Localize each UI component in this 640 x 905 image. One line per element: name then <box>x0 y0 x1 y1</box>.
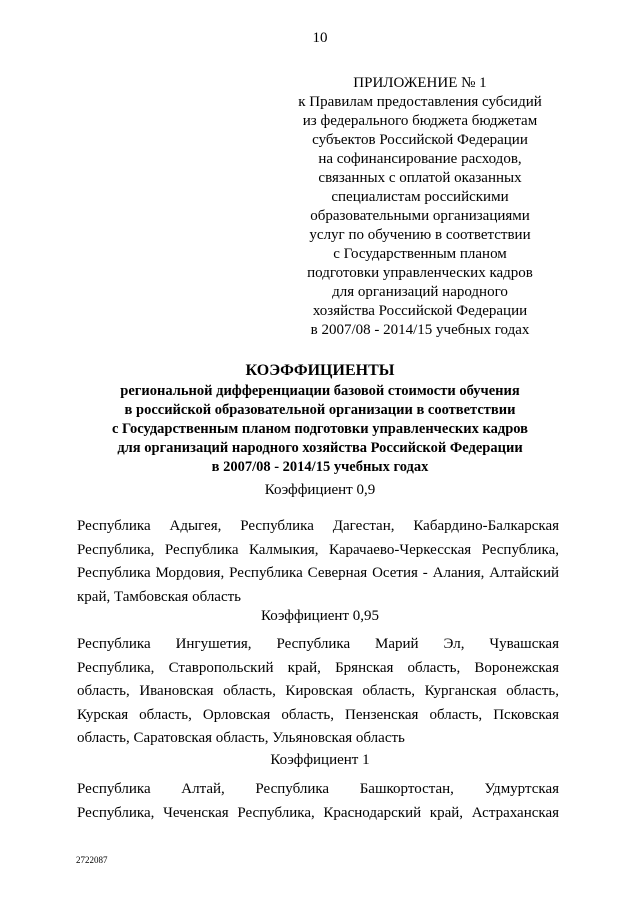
appendix-line: образовательными организациями <box>310 208 530 224</box>
coefficient-heading-0-9: Коэффициент 0,9 <box>264 482 376 498</box>
appendix-line: в 2007/08 - 2014/15 учебных годах <box>310 322 530 338</box>
region-line: область, Саратовская область, Ульяновская область <box>77 730 405 746</box>
appendix-line: к Правилам предоставления субсидий <box>298 94 542 110</box>
subtitle-line: с Государственным планом подготовки управленческих кадров <box>111 421 528 437</box>
appendix-line: специалистам российскими <box>331 189 509 205</box>
page-number: 10 <box>312 30 328 46</box>
region-line: Республика Адыгея, Республика Дагестан, Кабардино-Балкарская <box>77 518 559 534</box>
region-line: Республика, Чеченская Республика, Краснодарский край, Астраханская <box>77 804 559 821</box>
region-list-0-95 <box>77 633 559 751</box>
appendix-line: субъектов Российской Федерации <box>312 132 528 148</box>
region-line: Республика Мордовия, Республика Северная Осетия - Алания, Алтайский <box>77 565 559 581</box>
subtitle-line: для организаций народного хозяйства Российской Федерации <box>117 440 523 456</box>
coefficient-heading-1: Коэффициент 1 <box>270 752 370 768</box>
appendix-heading: ПРИЛОЖЕНИЕ № 1 <box>353 75 487 91</box>
region-list-1 <box>77 778 559 825</box>
subtitle-line: региональной дифференциации базовой стоимости обучения <box>120 383 520 399</box>
subtitle-line: в российской образовательной организации в соответствии <box>124 402 516 418</box>
appendix-line: для организаций народного <box>332 284 508 300</box>
subtitle-line: в 2007/08 - 2014/15 учебных годах <box>211 459 429 475</box>
appendix-block <box>290 74 550 340</box>
region-list-0-9 <box>77 515 559 609</box>
document-title-block <box>60 360 580 477</box>
region-line: Республика, Республика Калмыкия, Карачаево-Черкесская Республика, <box>77 541 559 558</box>
appendix-line: на софинансирование расходов, <box>318 151 522 167</box>
region-line: область, Ивановская область, Кировская область, Курганская область, <box>77 683 559 699</box>
appendix-line: связанных с оплатой оказанных <box>318 170 522 186</box>
region-line: Республика Ингушетия, Республика Марий Эл, Чувашская <box>77 636 559 652</box>
region-line: Республика Алтай, Республика Башкортостан, Удмуртская <box>77 781 559 797</box>
region-line: край, Тамбовская область <box>77 588 242 605</box>
appendix-line: хозяйства Российской Федерации <box>312 303 528 319</box>
coefficient-heading-0-95: Коэффициент 0,95 <box>261 608 379 624</box>
appendix-line: подготовки управленческих кадров <box>307 265 533 281</box>
appendix-line: услуг по обучению в соответствии <box>309 227 531 243</box>
appendix-line: с Государственным планом <box>333 246 507 262</box>
region-line: Курская область, Орловская область, Пензенская область, Псковская <box>77 706 559 723</box>
document-title: КОЭФФИЦИЕНТЫ <box>245 362 395 379</box>
document-code: 2722087 <box>76 855 108 865</box>
appendix-line: из федерального бюджета бюджетам <box>302 113 538 129</box>
region-line: Республика, Ставропольский край, Брянская область, Воронежская <box>77 659 559 676</box>
